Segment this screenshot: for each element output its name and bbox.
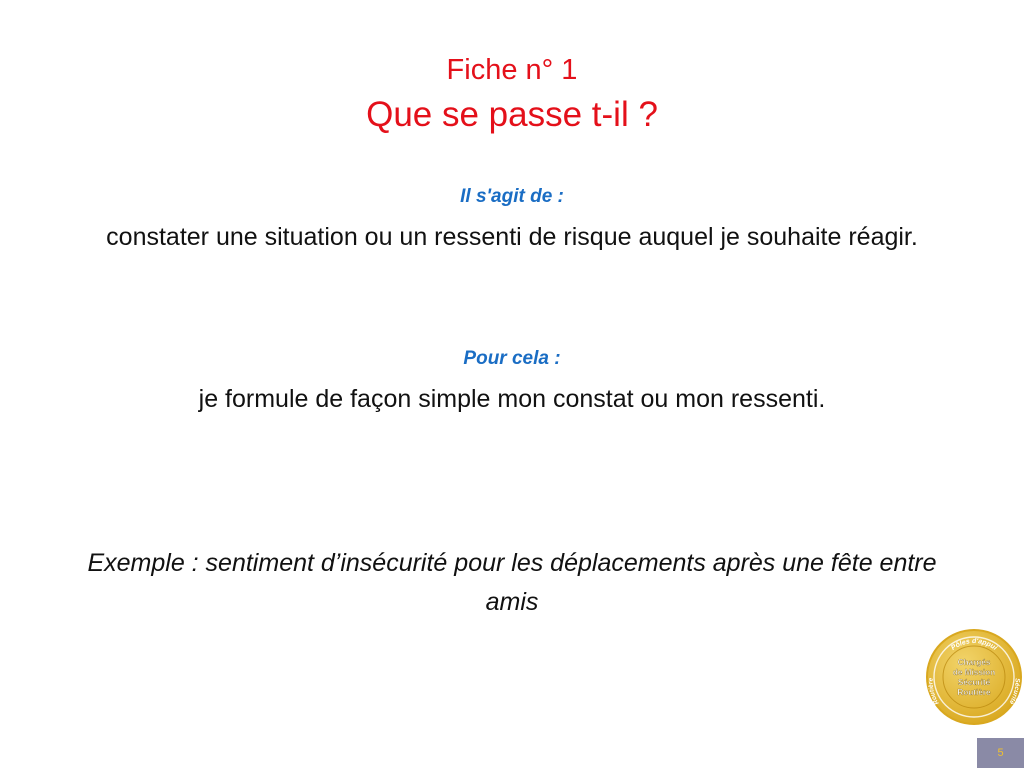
section-1-text: constater une situation ou un ressenti de risque auquel je souhaite réagir.: [106, 223, 918, 251]
seal-left-arc-text: Routière: [927, 677, 941, 706]
svg-text:de Mission: de Mission: [952, 668, 996, 677]
section-2-label: Pour cela :: [463, 348, 561, 369]
section-2-text: je formule de façon simple mon constat ou mon ressenti.: [198, 385, 826, 413]
seal-right-arc-text: Sécurité: [1007, 678, 1021, 706]
svg-text:Sécurité: Sécurité: [957, 678, 991, 687]
mission-seal-logo: [924, 627, 1024, 727]
example-text: Exemple : sentiment d’insécurité pour les déplacements après une fête entre amis: [87, 549, 937, 616]
seal-top-arc-text: Pôles d'appui: [950, 637, 999, 652]
page-number: 5: [997, 747, 1004, 759]
title-line-2: Que se passe t-il ?: [366, 95, 658, 134]
section-1-label: Il s'agit de :: [460, 186, 564, 207]
page-number-box: [977, 738, 1024, 768]
title-line-1: Fiche n° 1: [446, 54, 578, 86]
svg-text:Routière: Routière: [957, 688, 991, 697]
slide-title: [0, 48, 1024, 138]
svg-text:Chargés: Chargés: [957, 658, 991, 667]
seal-center-text: [953, 658, 995, 697]
